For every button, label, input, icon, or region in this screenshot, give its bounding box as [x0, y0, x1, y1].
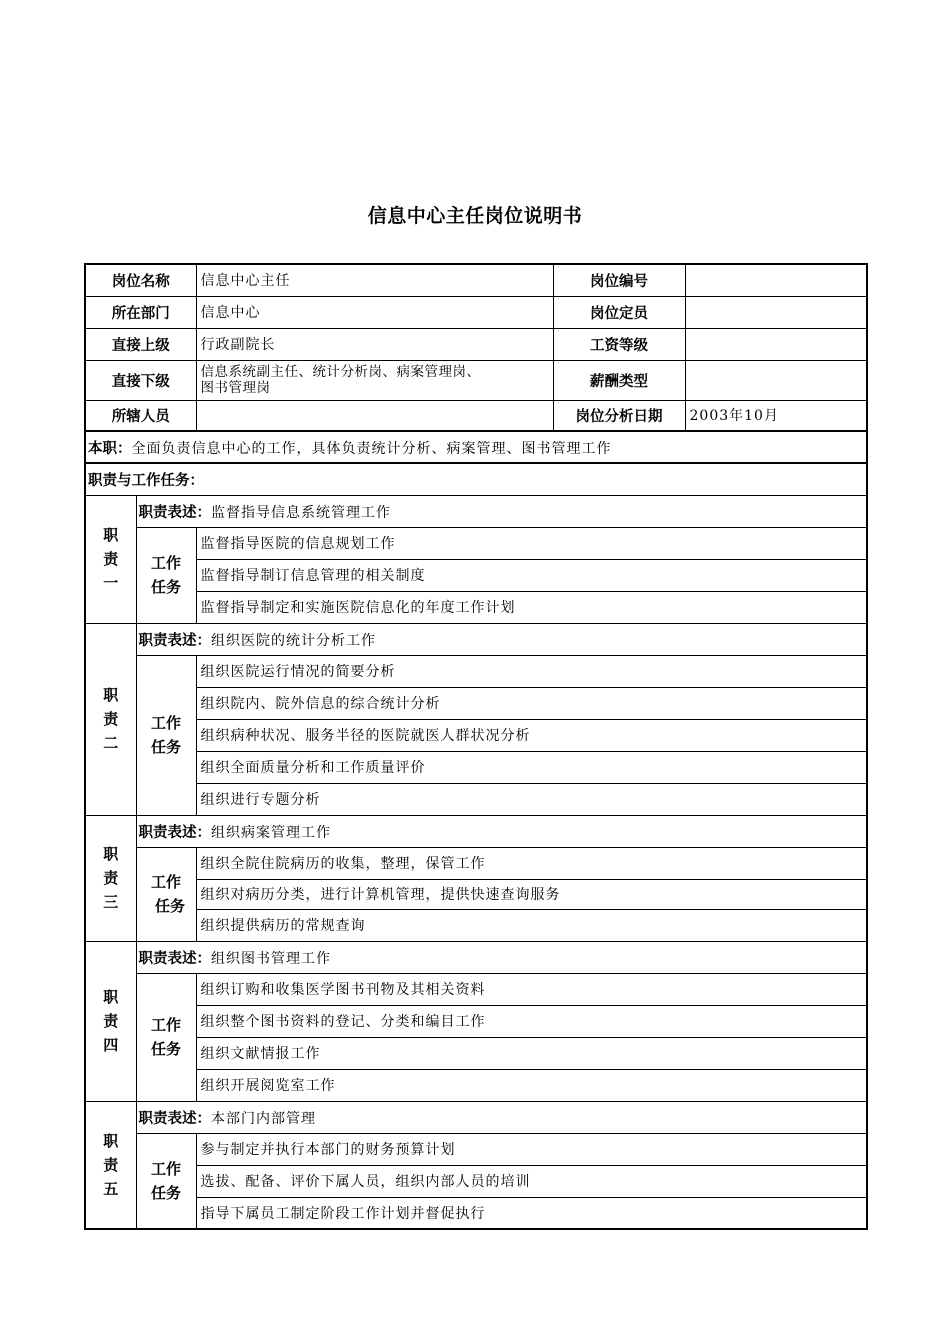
- task-row: [85, 591, 867, 623]
- duty-2-desc-row: [85, 623, 867, 655]
- info-row-department: [85, 296, 867, 328]
- duty-2-task-1: 组织医院运行情况的简要分析: [196, 655, 867, 687]
- summary-text: 全面负责信息中心的工作，具体负责统计分析、病案管理、图书管理工作: [131, 440, 612, 457]
- task-row: [85, 1037, 867, 1069]
- task-row: [85, 527, 867, 559]
- task-row: [85, 783, 867, 815]
- page-title: 信息中心主任岗位说明书: [367, 205, 583, 227]
- duty-3-task-1: 组织全院住院病历的收集，整理，保管工作: [196, 847, 867, 879]
- summary-label: 本职：: [88, 440, 132, 457]
- info-row-subordinates: [85, 360, 867, 400]
- salary-grade-value: [685, 328, 867, 360]
- duties-header-row: [85, 463, 867, 495]
- subordinates-value: [196, 360, 553, 400]
- duty-5-desc-row: [85, 1101, 867, 1133]
- duty-1-task-2: 监督指导制订信息管理的相关制度: [196, 559, 867, 591]
- headcount-label: 岗位定员: [553, 296, 685, 328]
- info-row-supervisor: [85, 328, 867, 360]
- info-row-staff: [85, 400, 867, 431]
- duty-3-label: 职 责 三: [85, 815, 136, 941]
- duty-3-task-3: 组织提供病历的常规查询: [196, 909, 867, 941]
- duty-2-task-label: 工作 任务: [136, 655, 196, 815]
- duty-2-desc-label: 职责表述：: [138, 632, 211, 649]
- position-code-label: 岗位编号: [553, 264, 685, 296]
- duty-4-task-2: 组织整个图书资料的登记、分类和编目工作: [196, 1005, 867, 1037]
- duty-4-task-3: 组织文献情报工作: [196, 1037, 867, 1069]
- duty-4-task-1: 组织订购和收集医学图书刊物及其相关资料: [196, 973, 867, 1005]
- duty-1-desc-label: 职责表述：: [138, 504, 211, 521]
- duty-2-task-4: 组织全面质量分析和工作质量评价: [196, 751, 867, 783]
- department-label: 所在部门: [85, 296, 196, 328]
- duty-3-task-label: 工作 任务: [136, 847, 196, 941]
- task-row: [85, 655, 867, 687]
- pay-type-label: 薪酬类型: [553, 360, 685, 400]
- duty-4-desc: 组织图书管理工作: [211, 950, 331, 967]
- subordinates-line-2: 图书管理岗: [200, 380, 271, 396]
- duty-2-task-2: 组织院内、院外信息的综合统计分析: [196, 687, 867, 719]
- duty-2-desc: 组织医院的统计分析工作: [211, 632, 376, 649]
- subordinates-line-1: 信息系统副主任、统计分析岗、病案管理岗、: [200, 364, 481, 380]
- duty-1-label: 职 责 一: [85, 495, 136, 623]
- task-row: [85, 1165, 867, 1197]
- duty-1-task-label: 工作 任务: [136, 527, 196, 623]
- duty-5-label: 职 责 五: [85, 1101, 136, 1229]
- duty-4-label: 职 责 四: [85, 941, 136, 1101]
- analysis-date-value: 2003年10月: [685, 400, 867, 431]
- task-row: [85, 687, 867, 719]
- duties-header: 职责与工作任务：: [85, 463, 867, 495]
- duty-4-task-4: 组织开展阅览室工作: [196, 1069, 867, 1101]
- task-row: [85, 847, 867, 879]
- info-row-position-name: [85, 264, 867, 296]
- task-row: [85, 973, 867, 1005]
- duty-3-task-2: 组织对病历分类，进行计算机管理，提供快速查询服务: [196, 879, 867, 909]
- duty-1-desc-row: [85, 495, 867, 527]
- supervisor-value: 行政副院长: [196, 328, 553, 360]
- position-code-value: [685, 264, 867, 296]
- job-description-table: [84, 263, 868, 1230]
- headcount-value: [685, 296, 867, 328]
- position-name-value: 信息中心主任: [196, 264, 553, 296]
- duty-5-task-1: 参与制定并执行本部门的财务预算计划: [196, 1133, 867, 1165]
- supervisor-label: 直接上级: [85, 328, 196, 360]
- duty-1-task-3: 监督指导制定和实施医院信息化的年度工作计划: [196, 591, 867, 623]
- analysis-date-label: 岗位分析日期: [553, 400, 685, 431]
- task-row: [85, 879, 867, 909]
- duty-1-desc: 监督指导信息系统管理工作: [211, 504, 391, 521]
- duty-4-desc-label: 职责表述：: [138, 950, 211, 967]
- department-value: 信息中心: [196, 296, 553, 328]
- duty-2-task-5: 组织进行专题分析: [196, 783, 867, 815]
- duty-4-task-label: 工作 任务: [136, 973, 196, 1101]
- task-row: [85, 719, 867, 751]
- duty-2-task-3: 组织病种状况、服务半径的医院就医人群状况分析: [196, 719, 867, 751]
- duty-4-desc-row: [85, 941, 867, 973]
- duty-1-task-1: 监督指导医院的信息规划工作: [196, 527, 867, 559]
- position-name-label: 岗位名称: [85, 264, 196, 296]
- duty-3-desc-row: [85, 815, 867, 847]
- subordinates-label: 直接下级: [85, 360, 196, 400]
- duty-5-desc-label: 职责表述：: [138, 1110, 211, 1127]
- pay-type-value: [685, 360, 867, 400]
- summary-row: [85, 431, 867, 463]
- duty-5-task-3: 指导下属员工制定阶段工作计划并督促执行: [196, 1197, 867, 1229]
- task-row: [85, 909, 867, 941]
- duty-5-task-2: 选拔、配备、评价下属人员，组织内部人员的培训: [196, 1165, 867, 1197]
- salary-grade-label: 工资等级: [553, 328, 685, 360]
- task-row: [85, 1005, 867, 1037]
- duty-3-desc-label: 职责表述：: [138, 824, 211, 841]
- task-row: [85, 751, 867, 783]
- task-row: [85, 559, 867, 591]
- duty-3-desc: 组织病案管理工作: [211, 824, 331, 841]
- staff-label: 所辖人员: [85, 400, 196, 431]
- task-row: [85, 1133, 867, 1165]
- duty-2-label: 职 责 二: [85, 623, 136, 815]
- task-row: [85, 1069, 867, 1101]
- staff-value: [196, 400, 553, 431]
- task-row: [85, 1197, 867, 1229]
- duty-5-desc: 本部门内部管理: [211, 1110, 316, 1127]
- duty-5-task-label: 工作 任务: [136, 1133, 196, 1229]
